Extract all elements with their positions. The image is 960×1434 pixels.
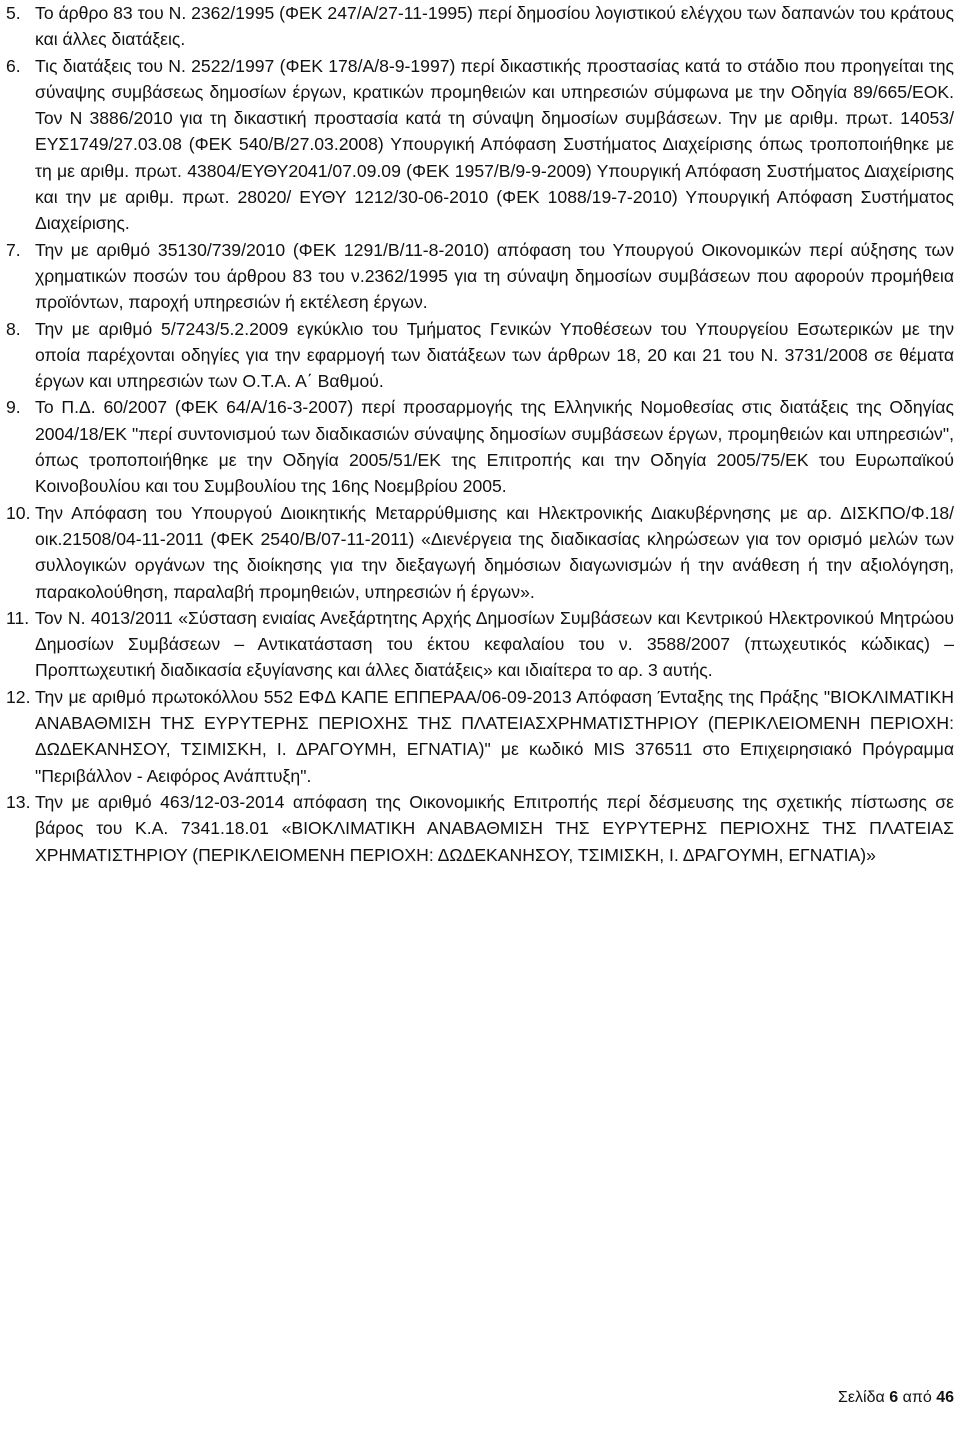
item-number: 11.	[6, 607, 30, 628]
item-text: Το Π.Δ. 60/2007 (ΦΕΚ 64/Α/16-3-2007) περί προσαρμογής της Ελληνικής Νομοθεσίας στις διατάξεις της Οδηγίας 2004/18/ΕΚ "περί συντονισμού των διαδικασιών σύναψης δημοσίων συμβάσεων έργων, προμηθειών και υπηρεσιών", όπως τροποποιήθηκε με την Οδηγία 2005/51/ΕΚ της Επιτροπής και την Οδηγία 2005/75/ΕΚ του Ευρωπαϊκού Κοινοβουλίου και του Συμβουλίου της 16ης Νοεμβρίου 2005.	[35, 397, 954, 497]
list-item	[6, 316, 954, 395]
item-text: Τις διατάξεις του Ν. 2522/1997 (ΦΕΚ 178/Α/8-9-1997) περί δικαστικής προστασίας κατά το στάδιο που προηγείται της σύναψης συμβάσεως δημοσίων έργων, κρατικών προμηθειών και υπηρεσιών σύμφωνα με την Οδηγία 89/665/ΕΟΚ. Τον Ν 3886/2010 για τη δικαστική προστασία κατά τη σύναψη δημοσίων συμβάσεων. Την με αριθμ. πρωτ. 14053/ ΕΥΣ1749/27.03.08 (ΦΕΚ 540/Β/27.03.2008) Υπουργική Απόφαση Συστήματος Διαχείρισης όπως τροποποιήθηκε με τη με αριθμ. πρωτ. 43804/ΕΥΘΥ2041/07.09.09 (ΦΕΚ 1957/Β/9-9-2009) Υπουργική Απόφαση Συστήματος Διαχείρισης και την με αριθμ. πρωτ. 28020/ ΕΥΘΥ 1212/30-06-2010 (ΦΕΚ 1088/19-7-2010) Υπουργική Απόφαση Συστήματος Διαχείρισης.	[35, 55, 954, 234]
item-text: Το άρθρο 83 του Ν. 2362/1995 (ΦΕΚ 247/Α/27-11-1995) περί δημοσίου λογιστικού ελέγχου των δαπανών του κράτους και άλλες διατάξεις.	[35, 3, 954, 50]
list-item	[6, 0, 954, 53]
list-item	[6, 394, 954, 499]
item-text: Την με αριθμό 463/12-03-2014 απόφαση της Οικονομικής Επιτροπής περί δέσμευσης της σχετικής πίστωσης σε βάρος του Κ.Α. 7341.18.01 «ΒΙΟΚΛΙΜΑΤΙΚΗ ΑΝΑΒΑΘΜΙΣΗ ΤΗΣ ΕΥΡΥΤΕΡΗΣ ΠΕΡΙΟΧΗΣ ΤΗΣ ΠΛΑΤΕΙΑΣ ΧΡΗΜΑΤΙΣΤΗΡΙΟΥ (ΠΕΡΙΚΛΕΙΟΜΕΝΗ ΠΕΡΙΟΧΗ: ΔΩΔΕΚΑΝΗΣΟΥ, ΤΣΙΜΙΣΚΗ, Ι. ΔΡΑΓΟΥΜΗ, ΕΓΝΑΤΙΑ)»	[35, 791, 954, 865]
item-number: 10.	[6, 502, 31, 523]
item-number: 5.	[6, 3, 21, 23]
list-item	[6, 500, 954, 605]
item-number: 13.	[6, 791, 31, 812]
item-number: 8.	[6, 318, 21, 339]
item-text: Την με αριθμό 35130/739/2010 (ΦΕΚ 1291/Β/11-8-2010) απόφαση του Υπουργού Οικονομικών περί αύξησης των χρηματικών ποσών του άρθρου 83 του ν.2362/1995 για τη σύναψη δημοσίων συμβάσεων που αφορούν προμήθεια προϊόντων, παροχή υπηρεσιών ή εκτέλεση έργων.	[35, 239, 954, 313]
legal-references-list	[6, 0, 954, 868]
item-text: Την με αριθμό πρωτοκόλλου 552 ΕΦΔ ΚΑΠΕ ΕΠΠΕΡΑΑ/06-09-2013 Απόφαση Ένταξης της Πράξης "ΒΙΟΚΛΙΜΑΤΙΚΗ ΑΝΑΒΑΘΜΙΣΗ ΤΗΣ ΕΥΡΥΤΕΡΗΣ ΠΕΡΙΟΧΗΣ ΤΗΣ ΠΛΑΤΕΙΑΣΧΡΗΜΑΤΙΣΤΗΡΙΟΥ (ΠΕΡΙΚΛΕΙΟΜΕΝΗ ΠΕΡΙΟΧΗ: ΔΩΔΕΚΑΝΗΣΟΥ, ΤΣΙΜΙΣΚΗ, Ι. ΔΡΑΓΟΥΜΗ, ΕΓΝΑΤΙΑ)" με κωδικό MIS 376511 στο Επιχειρησιακό Πρόγραμμα "Περιβάλλον - Αειφόρος Ανάπτυξη".	[35, 686, 954, 786]
item-number: 9.	[6, 397, 21, 418]
list-item	[6, 789, 954, 868]
footer-page-total: 46	[936, 1389, 954, 1406]
item-number: 7.	[6, 239, 21, 260]
item-number: 6.	[6, 55, 21, 76]
footer-page-current: 6	[889, 1389, 899, 1406]
list-item	[6, 605, 954, 684]
item-text: Την Απόφαση του Υπουργού Διοικητικής Μεταρρύθμισης και Ηλεκτρονικής Διακυβέρνησης με αρ. ΔΙΣΚΠΟ/Φ.18/οικ.21508/04-11-2011 (ΦΕΚ 2540/Β/07-11-2011) «Διενέργεια της διαδικασίας κληρώσεων για τον ορισμό μελών των συλλογικών οργάνων της διοίκησης για την διεξαγωγή δημόσιων διαγωνισμών ή την ανάθεση ή την αξιολόγηση, παρακολούθηση, παραλαβή προμηθειών, υπηρεσιών ή έργων».	[35, 502, 954, 602]
item-text: Την με αριθμό 5/7243/5.2.2009 εγκύκλιο του Τμήματος Γενικών Υποθέσεων του Υπουργείου Εσωτερικών με την οποία παρέχονται οδηγίες για την εφαρμογή των διατάξεων των άρθρων 18, 20 και 21 του Ν. 3731/2008 σε θέματα έργων και υπηρεσιών των Ο.Τ.Α. Α΄ Βαθμού.	[35, 318, 954, 392]
list-item	[6, 237, 954, 316]
page-footer	[838, 1388, 954, 1408]
item-number: 12.	[6, 686, 31, 707]
list-item	[6, 684, 954, 789]
footer-page-word: Σελίδα	[838, 1389, 885, 1406]
item-text: Τον Ν. 4013/2011 «Σύσταση ενιαίας Ανεξάρτητης Αρχής Δημοσίων Συμβάσεων και Κεντρικού Ηλεκτρονικού Μητρώου Δημοσίων Συμβάσεων – Αντικατάσταση του έκτου κεφαλαίου του ν. 3588/2007 (πτωχευτικός κώδικας) – Προπτωχευτική διαδικασία εξυγίανσης και άλλες διατάξεις» και ιδιαίτερα το αρ. 3 αυτής.	[35, 607, 954, 681]
list-item	[6, 53, 954, 237]
footer-of-word: από	[902, 1389, 932, 1406]
